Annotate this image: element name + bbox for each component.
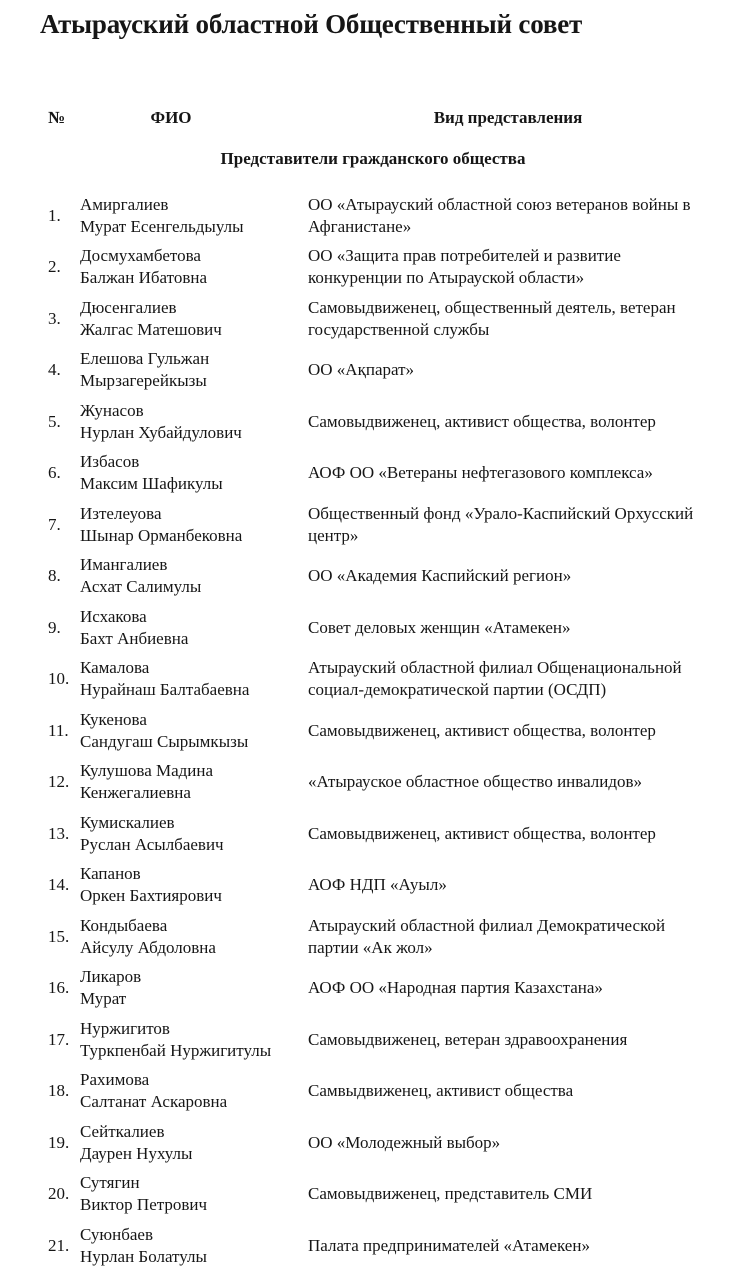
member-givenname-line: Мурат [80, 989, 127, 1009]
member-representation: ОО «Атырауский областной союз ветеранов войны в Афганистане» [308, 194, 691, 236]
member-givenname-line: Нурлан Хубайдулович [80, 422, 242, 442]
row-number: 2. [48, 257, 61, 277]
member-surname-line: Капанов [80, 864, 141, 884]
member-givenname-line: Салтанат Аскаровна [80, 1092, 228, 1112]
table-row [0, 190, 746, 242]
member-givenname-line: Шынар Орманбековна [80, 525, 243, 545]
member-surname-line: Исхакова [80, 606, 147, 626]
member-surname-line: Ликаров [80, 967, 142, 987]
table-row [0, 911, 746, 963]
member-surname-line: Кондыбаева [80, 915, 168, 935]
member-representation: Общественный фонд «Урало-Каспийский Орхусский центр» [308, 503, 694, 545]
row-number: 19. [48, 1132, 70, 1152]
member-name-cell [80, 554, 308, 598]
member-givenname-line: Туркпенбай Нуржигитулы [80, 1040, 272, 1060]
member-surname-line: Нуржигитов [80, 1018, 170, 1038]
column-header-number: № [48, 108, 66, 127]
member-name-cell [80, 451, 308, 495]
member-surname-line: Кумискалиев [80, 812, 175, 832]
member-representation: Атырауский областной филиал Общенациональной социал-демократической партии (ОСДП) [308, 658, 682, 700]
column-header-name: ФИО [150, 108, 192, 127]
member-givenname-line: Виктор Петрович [80, 1195, 208, 1215]
member-name-cell [80, 1172, 308, 1216]
member-surname-line: Дюсенгалиев [80, 297, 177, 317]
table-row [0, 654, 746, 706]
member-name-cell [80, 709, 308, 753]
member-representation: ОО «Защита прав потребителей и развитие конкуренции по Атырауской области» [308, 246, 621, 288]
member-name-cell [80, 657, 308, 701]
member-name-cell [80, 760, 308, 804]
table-header-row [0, 107, 746, 129]
table-row [0, 293, 746, 345]
member-givenname-line: Балжан Ибатовна [80, 268, 207, 288]
column-header-representation: Вид представления [433, 108, 583, 127]
member-name-cell [80, 1224, 308, 1268]
member-surname-line: Суюнбаев [80, 1224, 153, 1244]
member-surname-line: Амиргалиев [80, 194, 169, 214]
member-representation: АОФ ОО «Ветераны нефтегазового комплекса» [308, 463, 653, 483]
table-row [0, 1220, 746, 1272]
table-row [0, 808, 746, 860]
member-givenname-line: Сандугаш Сырымкызы [80, 731, 249, 751]
row-number: 8. [48, 566, 61, 586]
row-number: 14. [48, 875, 70, 895]
row-number: 15. [48, 926, 70, 946]
member-representation: Самовыдвиженец, ветеран здравоохранения [308, 1029, 628, 1049]
member-givenname-line: Жалгас Матешович [80, 319, 222, 339]
table-row [0, 1117, 746, 1169]
member-givenname-line: Мурат Есенгельдыулы [80, 216, 244, 236]
member-representation: Самовыдвиженец, активист общества, волонтер [308, 823, 656, 843]
member-representation: Самвыдвиженец, активист общества [308, 1081, 574, 1101]
member-surname-line: Досмухамбетова [80, 246, 201, 266]
member-representation: ОО «Академия Каспийский регион» [308, 566, 572, 586]
member-givenname-line: Максим Шафикулы [80, 474, 223, 494]
member-givenname-line: Даурен Нухулы [80, 1143, 193, 1163]
member-representation: Самовыдвиженец, представитель СМИ [308, 1184, 593, 1204]
member-representation: АОФ НДП «Ауыл» [308, 875, 447, 895]
member-name-cell [80, 606, 308, 650]
member-givenname-line: Айсулу Абдоловна [80, 937, 216, 957]
row-number: 12. [48, 772, 70, 792]
member-givenname-line: Кенжегалиевна [80, 783, 191, 803]
member-representation: «Атырауское областное общество инвалидов» [308, 772, 643, 792]
row-number: 16. [48, 978, 70, 998]
member-name-cell [80, 1121, 308, 1165]
table-row [0, 448, 746, 500]
member-representation: Самовыдвиженец, общественный деятель, ветеран государственной службы [308, 297, 676, 339]
member-representation: Самовыдвиженец, активист общества, волонтер [308, 720, 656, 740]
table-row [0, 345, 746, 397]
member-name-cell [80, 915, 308, 959]
member-representation: ОО «Молодежный выбор» [308, 1132, 501, 1152]
section-header-civil-society: Представители гражданского общества [220, 149, 526, 168]
member-surname-line: Избасов [80, 452, 140, 472]
member-surname-line: Кулушова Мадина [80, 761, 214, 781]
member-name-cell [80, 1018, 308, 1062]
row-number: 17. [48, 1029, 70, 1049]
member-name-cell [80, 812, 308, 856]
member-surname-line: Имангалиев [80, 555, 168, 575]
row-number: 18. [48, 1081, 70, 1101]
table-row [0, 1066, 746, 1118]
table-row [0, 602, 746, 654]
member-givenname-line: Нурлан Болатулы [80, 1246, 207, 1266]
member-representation: АОФ ОО «Народная партия Казахстана» [308, 978, 603, 998]
member-name-cell [80, 297, 308, 341]
table-row [0, 860, 746, 912]
member-surname-line: Сутягин [80, 1173, 140, 1193]
member-surname-line: Кукенова [80, 709, 147, 729]
table-row [0, 1014, 746, 1066]
row-number: 13. [48, 823, 70, 843]
member-givenname-line: Нурайнаш Балтабаевна [80, 680, 250, 700]
page-title: Атырауский областной Общественный совет [40, 9, 583, 39]
member-name-cell [80, 245, 308, 289]
member-givenname-line: Оркен Бахтиярович [80, 886, 222, 906]
row-number: 20. [48, 1184, 70, 1204]
member-representation: ОО «Ақпарат» [308, 360, 415, 380]
member-representation: Атырауский областной филиал Демократической партии «Ак жол» [308, 915, 666, 957]
member-givenname-line: Асхат Салимулы [80, 577, 202, 597]
row-number: 3. [48, 308, 61, 328]
table-row [0, 757, 746, 809]
member-representation: Самовыдвиженец, активист общества, волонтер [308, 411, 656, 431]
members-table [0, 107, 746, 1272]
row-number: 1. [48, 205, 61, 225]
row-number: 9. [48, 617, 61, 637]
member-surname-line: Жунасов [80, 400, 144, 420]
member-surname-line: Камалова [80, 658, 150, 678]
table-row [0, 963, 746, 1015]
member-givenname-line: Руслан Асылбаевич [80, 834, 224, 854]
member-name-cell [80, 194, 308, 238]
member-name-cell [80, 503, 308, 547]
member-givenname-line: Бахт Анбиевна [80, 628, 189, 648]
row-number: 7. [48, 514, 61, 534]
member-representation: Совет деловых женщин «Атамекен» [308, 617, 571, 637]
table-row [0, 1169, 746, 1221]
members-list [0, 190, 746, 1272]
row-number: 4. [48, 360, 61, 380]
member-name-cell [80, 348, 308, 392]
table-row [0, 242, 746, 294]
row-number: 21. [48, 1235, 70, 1255]
member-surname-line: Елешова Гульжан [80, 349, 210, 369]
table-row [0, 705, 746, 757]
table-row [0, 396, 746, 448]
row-number: 11. [48, 720, 69, 740]
member-surname-line: Сейткалиев [80, 1121, 165, 1141]
member-name-cell [80, 966, 308, 1010]
row-number: 10. [48, 669, 70, 689]
member-surname-line: Изтелеуова [80, 503, 162, 523]
table-row [0, 551, 746, 603]
member-givenname-line: Мырзагерейкызы [80, 371, 207, 391]
row-number: 6. [48, 463, 61, 483]
member-representation: Палата предпринимателей «Атамекен» [308, 1235, 590, 1255]
member-name-cell [80, 400, 308, 444]
member-name-cell [80, 863, 308, 907]
member-name-cell [80, 1069, 308, 1113]
member-surname-line: Рахимова [80, 1070, 150, 1090]
table-row [0, 499, 746, 551]
row-number: 5. [48, 411, 61, 431]
